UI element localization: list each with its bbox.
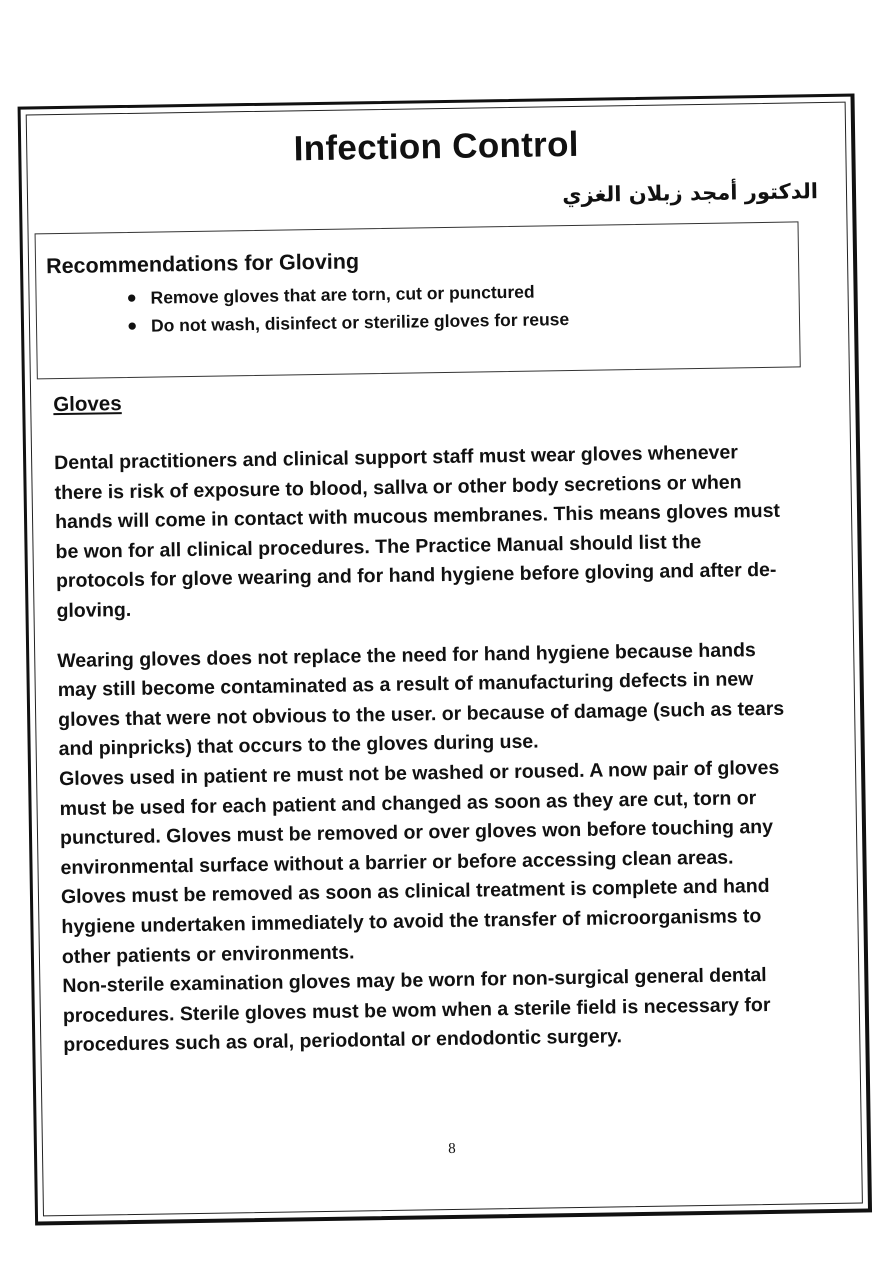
bullet-icon: ● [126,287,138,307]
gloves-heading: Gloves [53,392,122,417]
page-border [18,94,872,1226]
recommendations-box [35,221,801,379]
recommendations-heading: Recommendations for Gloving [45,249,360,279]
gloves-body [54,438,799,1061]
page-number: 8 [448,1140,456,1158]
paragraph: Non-sterile examination gloves may be worn for non-surgical general dental procedures. Sterile gloves must be wom when a sterile field is necessary for procedures such as oral, periodontal or endodontic surgery. [62,964,771,1057]
author-name: الدكتور أمجد زبلان الغزي [562,179,819,208]
paragraph: Dental practitioners and clinical support staff must wear gloves whenever there is risk of exposure to blood, sallva or other body secretions or when hands will come in contact with mucous membranes. This means gloves must be won for all clinical procedures. The Practice Manual should list the protocols for glove wearing and for hand hygiene before gloving and after de-gloving. [54,441,781,623]
paragraph: Wearing gloves does not replace the need for hand hygiene because hands may still become contaminated as a result of manufacturing defects in new gloves that were not obvious to the user. or because of damage (such as tears and pinpricks) that occurs to the gloves during use. [57,638,785,761]
list-item-text: Remove gloves that are torn, cut or punctured [150,281,535,308]
page-border-inner [26,102,863,1217]
page-title: Infection Control [293,124,580,169]
bullet-icon: ● [126,315,138,335]
paragraph: Gloves used in patient re must not be washed or roused. A now pair of gloves must be used for each patient and changed as soon as they are cut, torn or punctured. Gloves must be removed or over gloves won before touching any environmental surface without a barrier or before accessing clean areas. Gloves must be removed as soon as clinical treatment is complete and hand hygiene undertaken immediately to avoid the transfer of microorganisms to other patients or environments. [58,756,780,968]
list-item-text: Do not wash, disinfect or sterilize gloves for reuse [150,309,570,336]
recommendations-list [46,273,799,341]
